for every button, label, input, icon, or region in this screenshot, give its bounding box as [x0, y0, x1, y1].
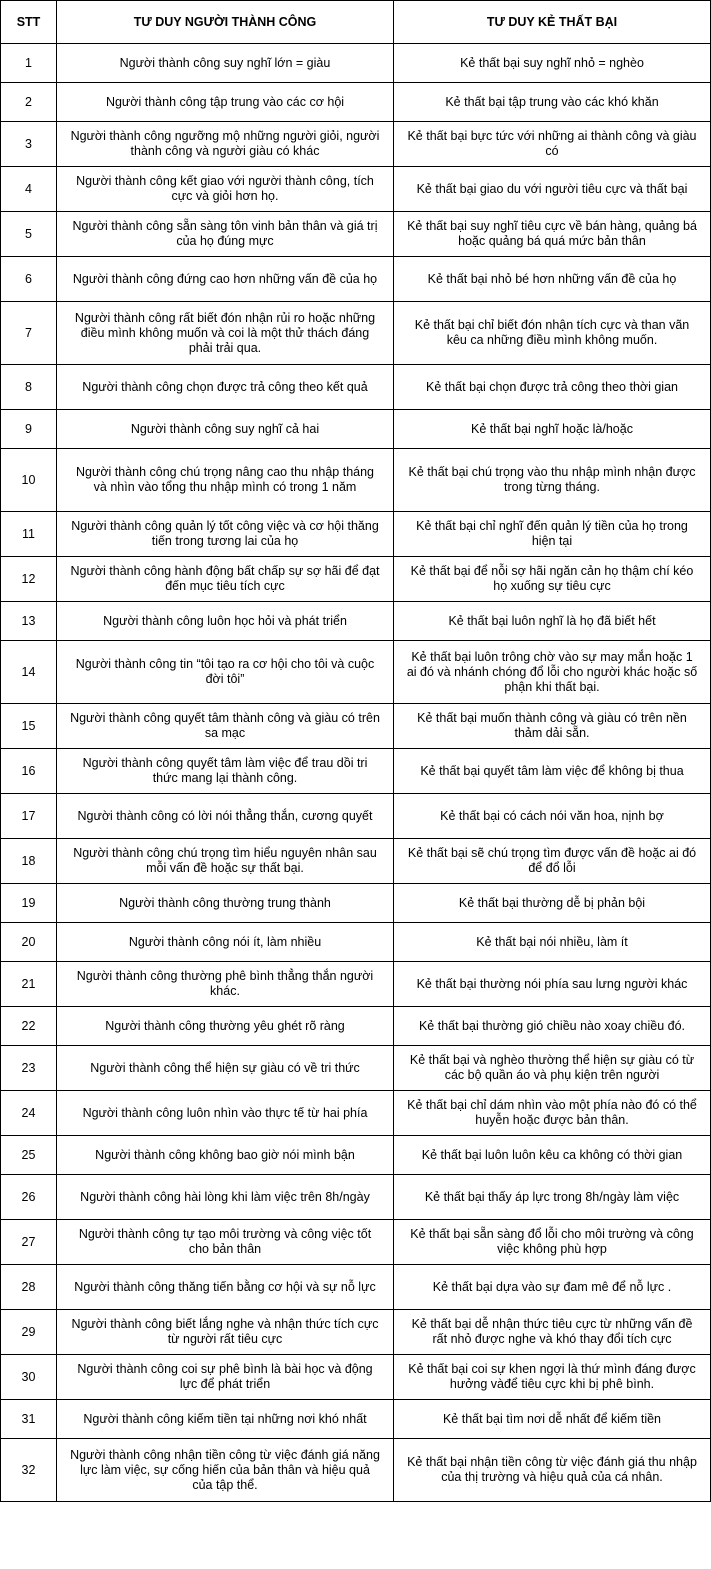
row-number-cell: 18 — [1, 839, 57, 884]
failure-mindset-cell: Kẻ thất bại thấy áp lực trong 8h/ngày làm việc — [394, 1175, 711, 1220]
table-row — [1, 1400, 711, 1439]
table-row — [1, 1220, 711, 1265]
row-number-cell: 28 — [1, 1265, 57, 1310]
failure-mindset-cell: Kẻ thất bại thường nói phía sau lưng người khác — [394, 962, 711, 1007]
row-number-cell: 5 — [1, 212, 57, 257]
failure-mindset-cell: Kẻ thất bại nghĩ hoặc là/hoặc — [394, 410, 711, 449]
failure-mindset-cell: Kẻ thất bại chọn được trả công theo thời gian — [394, 365, 711, 410]
row-number-cell: 4 — [1, 167, 57, 212]
row-number-cell: 11 — [1, 512, 57, 557]
failure-mindset-cell: Kẻ thất bại nhận tiền công từ việc đánh giá thu nhập của thị trường và hiệu quả của cá nhân. — [394, 1439, 711, 1502]
table-body — [1, 44, 711, 1502]
failure-mindset-cell: Kẻ thất bại chỉ nghĩ đến quản lý tiền của họ trong hiện tại — [394, 512, 711, 557]
row-number-cell: 3 — [1, 122, 57, 167]
table-row — [1, 602, 711, 641]
success-mindset-cell: Người thành công hài lòng khi làm việc trên 8h/ngày — [57, 1175, 394, 1220]
success-mindset-cell: Người thành công chú trọng tìm hiểu nguyên nhân sau mỗi vấn đề hoặc sự thất bại. — [57, 839, 394, 884]
row-number-cell: 6 — [1, 257, 57, 302]
row-number-cell: 8 — [1, 365, 57, 410]
table-row — [1, 794, 711, 839]
table-row — [1, 1310, 711, 1355]
row-number-cell: 30 — [1, 1355, 57, 1400]
success-mindset-cell: Người thành công quyết tâm thành công và giàu có trên sa mạc — [57, 704, 394, 749]
header-failure-mindset: TƯ DUY KẺ THẤT BẠI — [394, 1, 711, 44]
success-mindset-cell: Người thành công thường trung thành — [57, 884, 394, 923]
success-mindset-cell: Người thành công biết lắng nghe và nhận thức tích cực từ người rất tiêu cực — [57, 1310, 394, 1355]
table-row — [1, 449, 711, 512]
row-number-cell: 7 — [1, 302, 57, 365]
failure-mindset-cell: Kẻ thất bại sẵn sàng đổ lỗi cho môi trường và công việc không phù hợp — [394, 1220, 711, 1265]
table-row — [1, 1175, 711, 1220]
failure-mindset-cell: Kẻ thất bại luôn nghĩ là họ đã biết hết — [394, 602, 711, 641]
failure-mindset-cell: Kẻ thất bại và nghèo thường thể hiện sự giàu có từ các bộ quần áo và phụ kiện trên người — [394, 1046, 711, 1091]
success-mindset-cell: Người thành công không bao giờ nói mình bận — [57, 1136, 394, 1175]
table-row — [1, 257, 711, 302]
table-row — [1, 704, 711, 749]
failure-mindset-cell: Kẻ thất bại dựa vào sự đam mê để nỗ lực . — [394, 1265, 711, 1310]
table-row — [1, 1136, 711, 1175]
success-mindset-cell: Người thành công luôn học hỏi và phát triển — [57, 602, 394, 641]
failure-mindset-cell: Kẻ thất bại tìm nơi dễ nhất để kiếm tiền — [394, 1400, 711, 1439]
success-mindset-cell: Người thành công tập trung vào các cơ hội — [57, 83, 394, 122]
table-row — [1, 122, 711, 167]
success-mindset-cell: Người thành công hành động bất chấp sự sợ hãi để đạt đến mục tiêu tích cực — [57, 557, 394, 602]
success-mindset-cell: Người thành công thường phê bình thẳng thắn người khác. — [57, 962, 394, 1007]
table-row — [1, 302, 711, 365]
table-row — [1, 1046, 711, 1091]
header-stt: STT — [1, 1, 57, 44]
row-number-cell: 17 — [1, 794, 57, 839]
table-row — [1, 641, 711, 704]
success-mindset-cell: Người thành công ngưỡng mộ những người giỏi, người thành công và người giàu có khác — [57, 122, 394, 167]
success-mindset-cell: Người thành công thăng tiến bằng cơ hội và sự nỗ lực — [57, 1265, 394, 1310]
row-number-cell: 23 — [1, 1046, 57, 1091]
failure-mindset-cell: Kẻ thất bại dễ nhận thức tiêu cực từ những vấn đề rất nhỏ được nghe và khó thay đổi tích cực — [394, 1310, 711, 1355]
failure-mindset-cell: Kẻ thất bại nói nhiều, làm ít — [394, 923, 711, 962]
row-number-cell: 20 — [1, 923, 57, 962]
table-row — [1, 1355, 711, 1400]
failure-mindset-cell: Kẻ thất bại bực tức với những ai thành công và giàu có — [394, 122, 711, 167]
success-mindset-cell: Người thành công tự tạo môi trường và công việc tốt cho bản thân — [57, 1220, 394, 1265]
table-row — [1, 365, 711, 410]
row-number-cell: 14 — [1, 641, 57, 704]
failure-mindset-cell: Kẻ thất bại quyết tâm làm việc để không bị thua — [394, 749, 711, 794]
row-number-cell: 10 — [1, 449, 57, 512]
row-number-cell: 21 — [1, 962, 57, 1007]
row-number-cell: 31 — [1, 1400, 57, 1439]
success-mindset-cell: Người thành công sẵn sàng tôn vinh bản thân và giá trị của họ đúng mực — [57, 212, 394, 257]
row-number-cell: 13 — [1, 602, 57, 641]
table-row — [1, 1439, 711, 1502]
success-mindset-cell: Người thành công chú trọng nâng cao thu nhập tháng và nhìn vào tổng thu nhập mình có trong 1 năm — [57, 449, 394, 512]
row-number-cell: 15 — [1, 704, 57, 749]
row-number-cell: 25 — [1, 1136, 57, 1175]
row-number-cell: 9 — [1, 410, 57, 449]
row-number-cell: 22 — [1, 1007, 57, 1046]
row-number-cell: 27 — [1, 1220, 57, 1265]
success-mindset-cell: Người thành công kết giao với người thành công, tích cực và giỏi hơn họ. — [57, 167, 394, 212]
success-mindset-cell: Người thành công quản lý tốt công việc và cơ hội thăng tiến trong tương lai của họ — [57, 512, 394, 557]
table-row — [1, 410, 711, 449]
failure-mindset-cell: Kẻ thất bại luôn luôn kêu ca không có thời gian — [394, 1136, 711, 1175]
success-mindset-cell: Người thành công nói ít, làm nhiều — [57, 923, 394, 962]
table-row — [1, 839, 711, 884]
table-row — [1, 557, 711, 602]
failure-mindset-cell: Kẻ thất bại suy nghĩ nhỏ = nghèo — [394, 44, 711, 83]
failure-mindset-cell: Kẻ thất bại tập trung vào các khó khăn — [394, 83, 711, 122]
table-row — [1, 44, 711, 83]
table-row — [1, 1265, 711, 1310]
success-mindset-cell: Người thành công thường yêu ghét rõ ràng — [57, 1007, 394, 1046]
header-row — [1, 1, 711, 44]
success-mindset-cell: Người thành công chọn được trả công theo kết quả — [57, 365, 394, 410]
failure-mindset-cell: Kẻ thất bại thường gió chiều nào xoay chiều đó. — [394, 1007, 711, 1046]
success-mindset-cell: Người thành công suy nghĩ cả hai — [57, 410, 394, 449]
failure-mindset-cell: Kẻ thất bại luôn trông chờ vào sự may mắn hoặc 1 ai đó và nhánh chóng đổ lỗi cho người khác hoặc số phận khi thất bại. — [394, 641, 711, 704]
success-mindset-cell: Người thành công tin “tôi tạo ra cơ hội cho tôi và cuộc đời tôi” — [57, 641, 394, 704]
table-row — [1, 512, 711, 557]
row-number-cell: 29 — [1, 1310, 57, 1355]
failure-mindset-cell: Kẻ thất bại sẽ chú trọng tìm được vấn đề hoặc ai đó để đổ lỗi — [394, 839, 711, 884]
row-number-cell: 24 — [1, 1091, 57, 1136]
failure-mindset-cell: Kẻ thất bại giao du với người tiêu cực và thất bại — [394, 167, 711, 212]
success-mindset-cell: Người thành công kiếm tiền tại những nơi khó nhất — [57, 1400, 394, 1439]
success-mindset-cell: Người thành công đứng cao hơn những vấn đề của họ — [57, 257, 394, 302]
success-mindset-cell: Người thành công quyết tâm làm việc để trau dồi tri thức mang lại thành công. — [57, 749, 394, 794]
table-row — [1, 167, 711, 212]
table-row — [1, 962, 711, 1007]
success-mindset-cell: Người thành công suy nghĩ lớn = giàu — [57, 44, 394, 83]
failure-mindset-cell: Kẻ thất bại chỉ biết đón nhận tích cực và than vãn kêu ca những điều mình không muốn. — [394, 302, 711, 365]
table-row — [1, 1091, 711, 1136]
table-row — [1, 749, 711, 794]
failure-mindset-cell: Kẻ thất bại nhỏ bé hơn những vấn đề của họ — [394, 257, 711, 302]
table-row — [1, 83, 711, 122]
success-mindset-cell: Người thành công rất biết đón nhận rủi ro hoặc những điều mình không muốn và coi là một thử thách đáng phải trải qua. — [57, 302, 394, 365]
success-mindset-cell: Người thành công nhận tiền công từ việc đánh giá năng lực làm việc, sự cống hiến của bản thân và hiệu quả của tập thể. — [57, 1439, 394, 1502]
success-mindset-cell: Người thành công luôn nhìn vào thực tế từ hai phía — [57, 1091, 394, 1136]
failure-mindset-cell: Kẻ thất bại để nỗi sợ hãi ngăn cản họ thậm chí kéo họ xuống sự tiêu cực — [394, 557, 711, 602]
table-row — [1, 884, 711, 923]
table-row — [1, 1007, 711, 1046]
row-number-cell: 16 — [1, 749, 57, 794]
failure-mindset-cell: Kẻ thất bại muốn thành công và giàu có trên nền thảm dải sẵn. — [394, 704, 711, 749]
failure-mindset-cell: Kẻ thất bại suy nghĩ tiêu cực về bán hàng, quảng bá hoặc quảng bá quá mức bản thân — [394, 212, 711, 257]
success-mindset-cell: Người thành công coi sự phê bình là bài học và động lực để phát triển — [57, 1355, 394, 1400]
header-success-mindset: TƯ DUY NGƯỜI THÀNH CÔNG — [57, 1, 394, 44]
failure-mindset-cell: Kẻ thất bại có cách nói văn hoa, nịnh bợ — [394, 794, 711, 839]
row-number-cell: 26 — [1, 1175, 57, 1220]
row-number-cell: 32 — [1, 1439, 57, 1502]
row-number-cell: 2 — [1, 83, 57, 122]
table-row — [1, 923, 711, 962]
failure-mindset-cell: Kẻ thất bại thường dễ bị phản bội — [394, 884, 711, 923]
failure-mindset-cell: Kẻ thất bại coi sự khen ngợi là thứ mình đáng được hưởng vàđể tiêu cực khi bị phê bình. — [394, 1355, 711, 1400]
table-row — [1, 212, 711, 257]
failure-mindset-cell: Kẻ thất bại chú trọng vào thu nhập mình nhận được trong từng tháng. — [394, 449, 711, 512]
row-number-cell: 19 — [1, 884, 57, 923]
failure-mindset-cell: Kẻ thất bại chỉ dám nhìn vào một phía nào đó có thể huyễn hoặc được bản thân. — [394, 1091, 711, 1136]
row-number-cell: 12 — [1, 557, 57, 602]
row-number-cell: 1 — [1, 44, 57, 83]
success-mindset-cell: Người thành công có lời nói thẳng thắn, cương quyết — [57, 794, 394, 839]
success-mindset-cell: Người thành công thể hiện sự giàu có về tri thức — [57, 1046, 394, 1091]
